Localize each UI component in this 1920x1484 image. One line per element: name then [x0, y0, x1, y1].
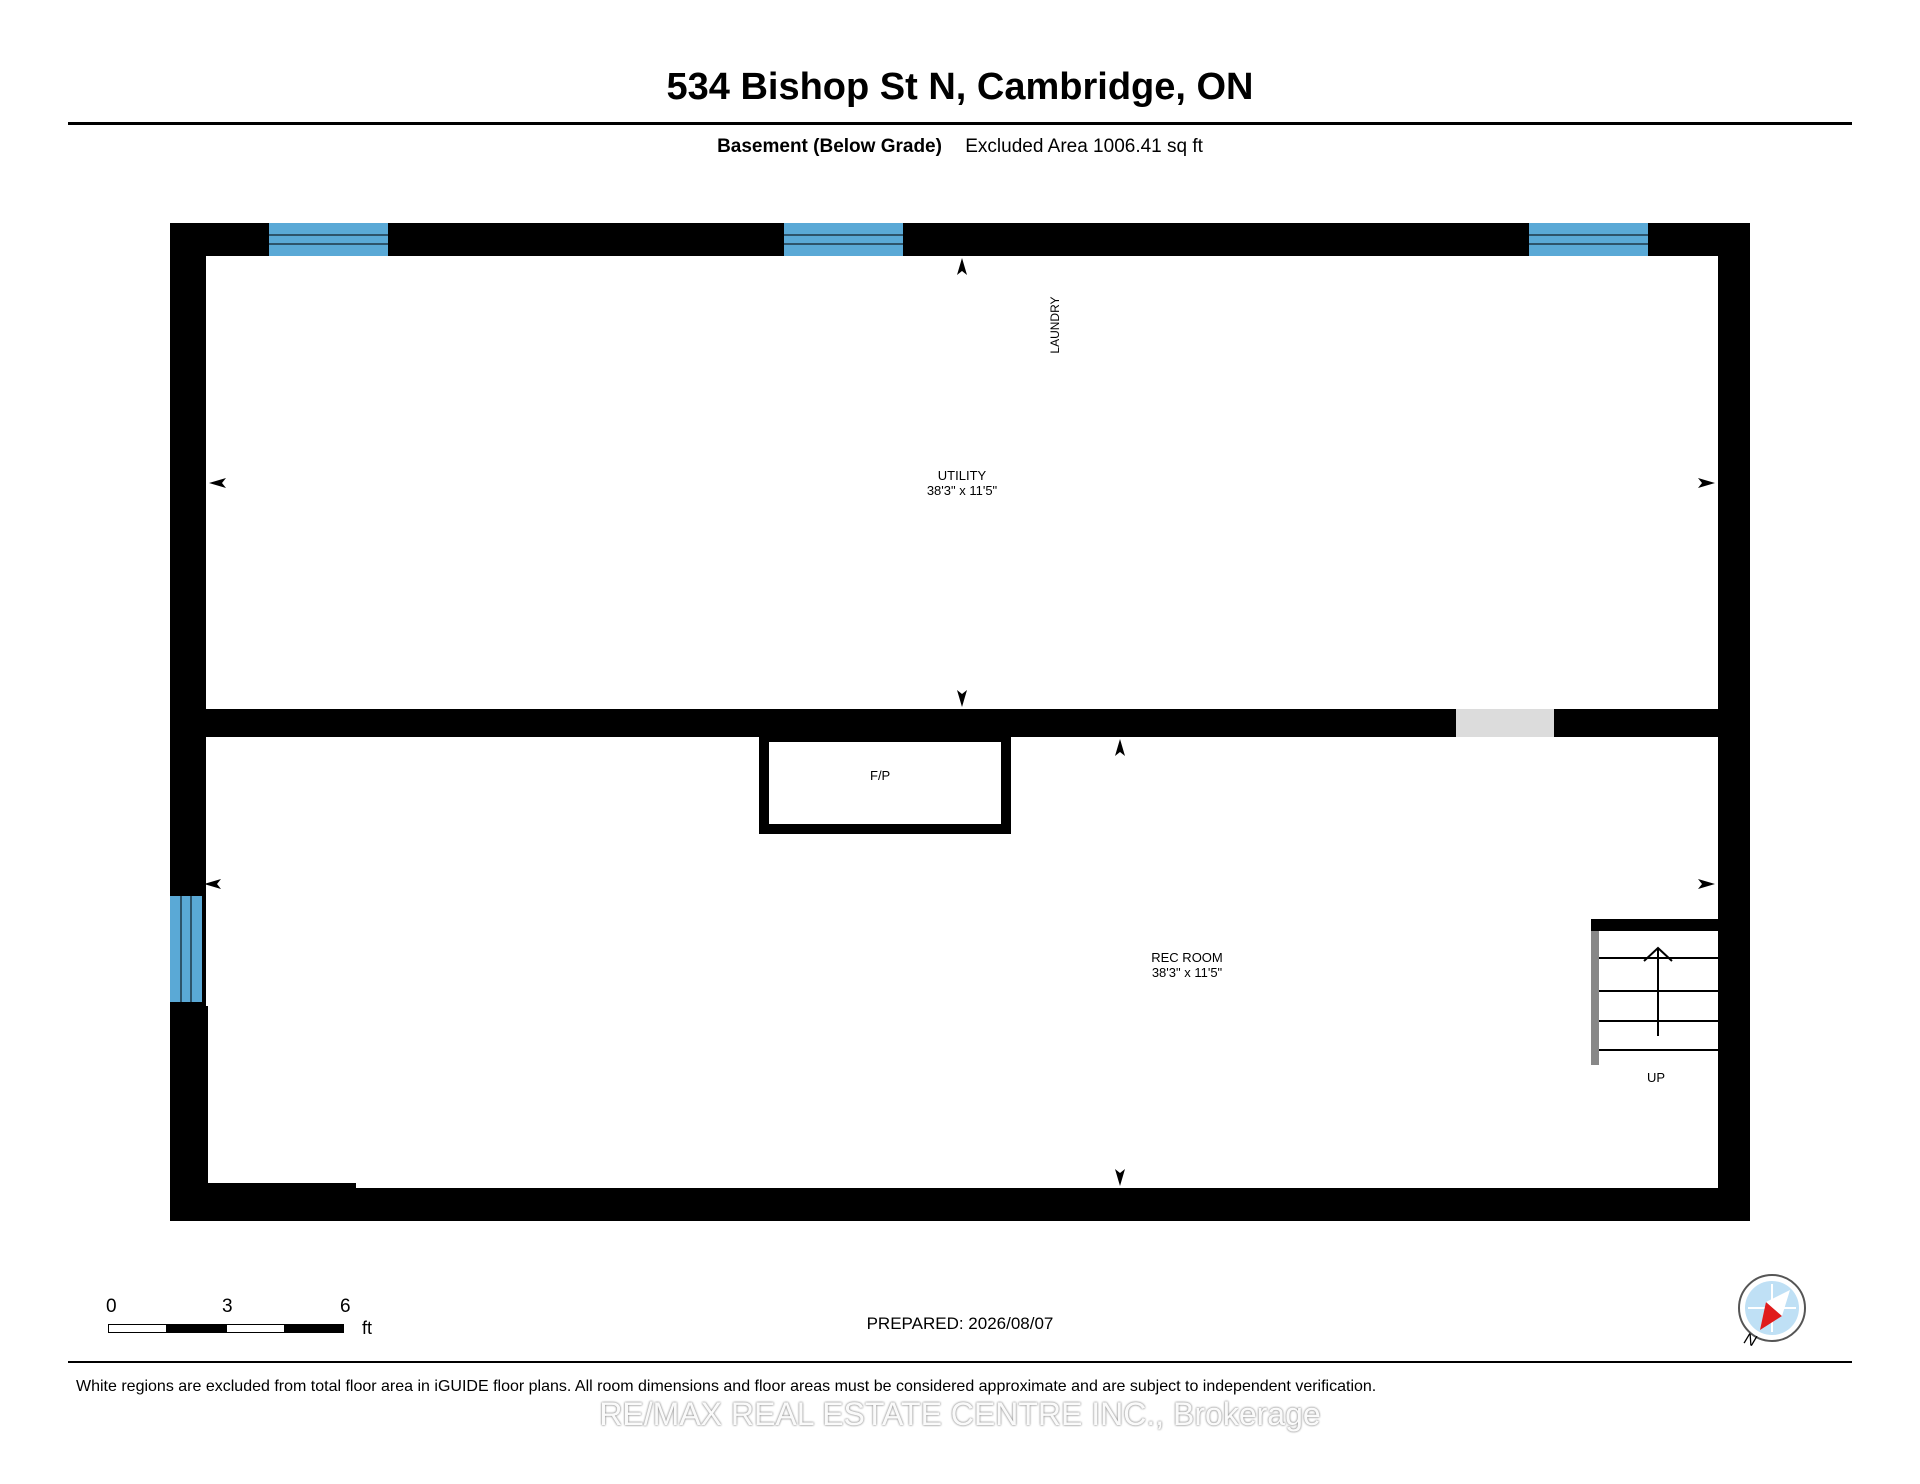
- scale-tick-3: 3: [222, 1296, 233, 1317]
- prepared-date: PREPARED: 2026/08/07: [866, 1314, 1054, 1333]
- right-wall: [1718, 223, 1750, 1221]
- arrow-rec-left: [204, 879, 221, 889]
- room-rec-room-dims: 38'3" x 11'5": [1151, 965, 1223, 980]
- arrow-utility-bottom: [957, 690, 967, 707]
- windows: [170, 223, 1648, 1002]
- property-address-title: 534 Bishop St N, Cambridge, ON: [666, 66, 1254, 108]
- compass-north-label: N: [1741, 1330, 1759, 1351]
- window-left: [170, 896, 202, 1002]
- excluded-area: Excluded Area 1006.41 sq ft: [965, 136, 1203, 157]
- arrow-rec-bottom: [1115, 1169, 1125, 1186]
- fireplace-outline: [764, 737, 1006, 829]
- footer-rule: [68, 1361, 1852, 1363]
- window-top-2: [784, 223, 903, 256]
- disclaimer-text: White regions are excluded from total floor area in iGUIDE floor plans. All room dimensions and floor areas must be considered approximate and are subject to independent verification.: [76, 1378, 1377, 1395]
- room-rec-room-name: REC ROOM: [1151, 950, 1223, 965]
- staircase: [1591, 919, 1718, 1065]
- window-top-3: [1529, 223, 1648, 256]
- room-utility: [862, 468, 1062, 498]
- scale-tick-6: 6: [340, 1296, 351, 1317]
- level-name: Basement (Below Grade): [717, 136, 942, 157]
- fireplace-label: F/P: [870, 768, 891, 783]
- stairs-up-label: UP: [1647, 1070, 1666, 1085]
- arrow-utility-right: [1698, 478, 1715, 488]
- arrow-utility-top: [957, 258, 967, 275]
- window-top-1: [269, 223, 388, 256]
- top-wall: [170, 223, 1750, 256]
- compass-rose: [1736, 1272, 1808, 1359]
- arrow-rec-right: [1698, 879, 1715, 889]
- room-utility-dims: 38'3" x 11'5": [926, 483, 998, 498]
- doorway: [1456, 709, 1554, 737]
- scale-unit: ft: [362, 1318, 373, 1338]
- left-wall-step: [206, 1006, 208, 1188]
- brokerage-watermark: RE/MAX REAL ESTATE CENTRE INC., Brokerage: [599, 1396, 1321, 1432]
- laundry-label: LAUNDRY: [1048, 296, 1062, 354]
- arrow-utility-left: [209, 478, 226, 488]
- scale-tick-0: 0: [106, 1296, 117, 1317]
- arrow-rec-top: [1115, 739, 1125, 756]
- bottom-wall-step: [206, 1183, 356, 1188]
- room-rec-room: [1087, 950, 1287, 980]
- bottom-wall: [170, 1188, 1750, 1221]
- room-utility-name: UTILITY: [937, 468, 987, 483]
